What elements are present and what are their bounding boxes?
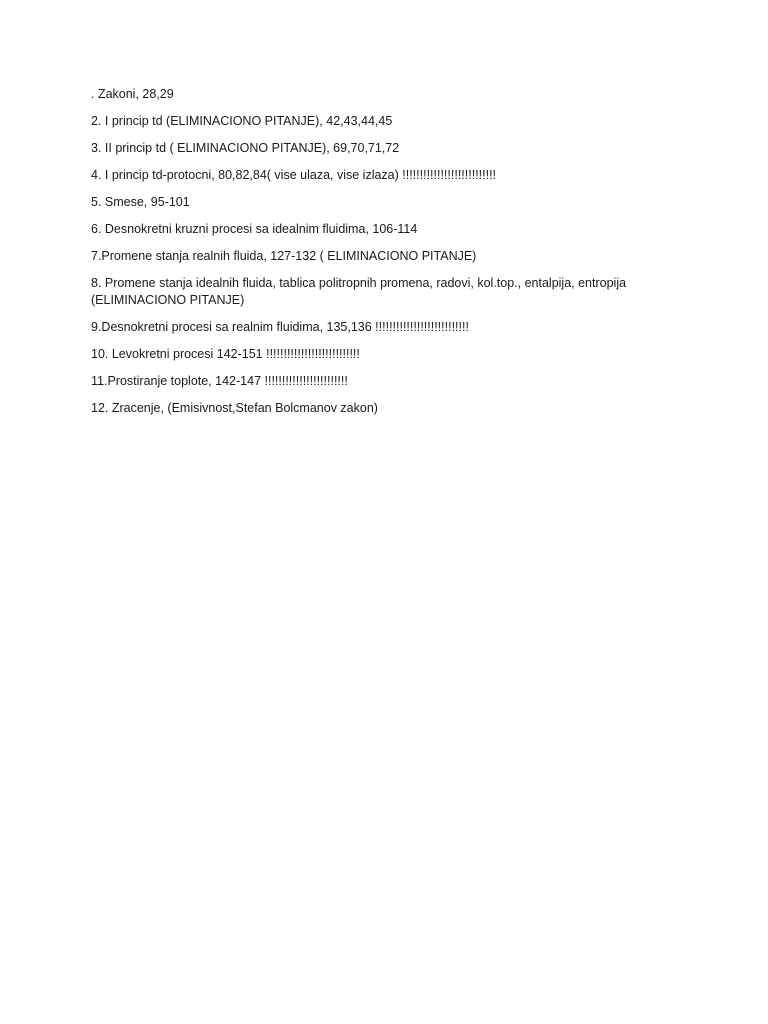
list-item: . Zakoni, 28,29 — [91, 87, 174, 101]
list-item: 10. Levokretni procesi 142-151 !!!!!!!!!!!!!!!!!!!!!!!!!!! — [91, 347, 360, 361]
document-body — [91, 86, 681, 427]
list-item: 12. Zracenje, (Emisivnost,Stefan Bolcmanov zakon) — [91, 401, 378, 415]
list-item: 7.Promene stanja realnih fluida, 127-132 ( ELIMINACIONO PITANJE) — [91, 249, 477, 263]
list-item: 2. I princip td (ELIMINACIONO PITANJE), 42,43,44,45 — [91, 114, 393, 128]
list-item: 9.Desnokretni procesi sa realnim fluidima, 135,136 !!!!!!!!!!!!!!!!!!!!!!!!!!! — [91, 320, 469, 334]
list-item: 6. Desnokretni kruzni procesi sa idealnim fluidima, 106-114 — [91, 222, 418, 236]
list-item: 8. Promene stanja idealnih fluida, tablica politropnih promena, radovi, kol.top., entalpija, entropija (ELIMINACIONO PITANJE) — [91, 276, 627, 307]
list-item: 3. II princip td ( ELIMINACIONO PITANJE), 69,70,71,72 — [91, 141, 400, 155]
list-item: 5. Smese, 95-101 — [91, 195, 190, 209]
list-item: 11.Prostiranje toplote, 142-147 !!!!!!!!!!!!!!!!!!!!!!!! — [91, 374, 348, 388]
list-item: 4. I princip td-protocni, 80,82,84( vise ulaza, vise izlaza) !!!!!!!!!!!!!!!!!!!!!!!!!!! — [91, 168, 497, 182]
